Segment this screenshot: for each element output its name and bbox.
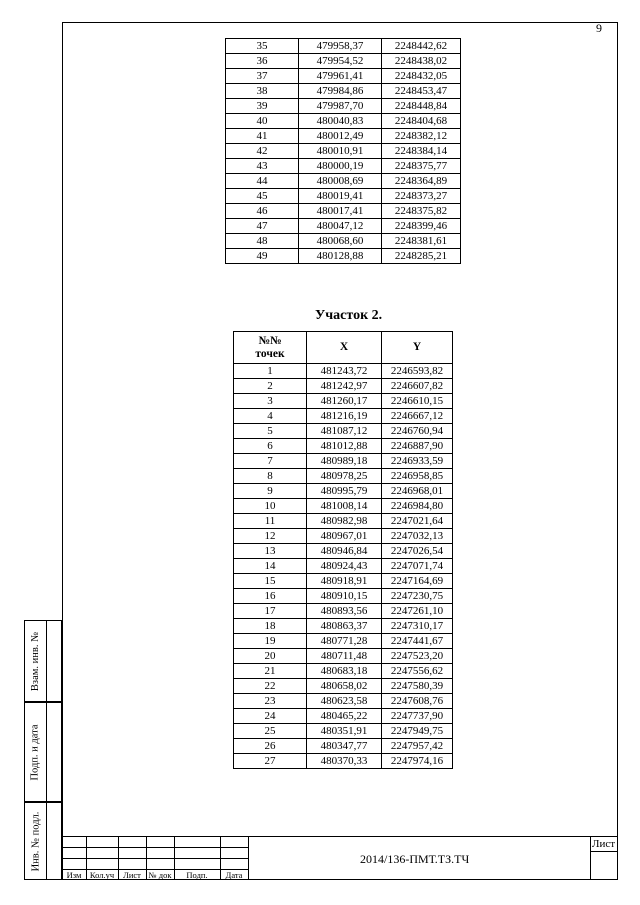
point-number-cell: 45 <box>226 189 299 204</box>
x-cell: 481087,12 <box>307 424 382 439</box>
point-number-cell: 12 <box>234 529 307 544</box>
x-cell: 480893,56 <box>307 604 382 619</box>
point-number-cell: 6 <box>234 439 307 454</box>
point-number-cell: 35 <box>226 39 299 54</box>
table2-row <box>234 694 453 709</box>
table2-row <box>234 499 453 514</box>
y-cell: 2247974,16 <box>382 754 453 769</box>
x-cell: 480017,41 <box>299 204 382 219</box>
side-stamp-sign-date <box>24 702 62 802</box>
table1-row <box>226 129 461 144</box>
x-cell: 480465,22 <box>307 709 382 724</box>
x-cell: 480771,28 <box>307 634 382 649</box>
point-number-cell: 27 <box>234 754 307 769</box>
x-cell: 480128,88 <box>299 249 382 264</box>
x-cell: 481216,19 <box>307 409 382 424</box>
coordinates-table-2 <box>233 331 453 769</box>
table2-row <box>234 469 453 484</box>
x-cell: 481260,17 <box>307 394 382 409</box>
point-number-cell: 25 <box>234 724 307 739</box>
section-title: Участок 2. <box>315 308 383 323</box>
table1-row <box>226 114 461 129</box>
col-izm: Изм <box>66 870 82 880</box>
point-number-cell: 3 <box>234 394 307 409</box>
point-number-cell: 41 <box>226 129 299 144</box>
table2-row <box>234 634 453 649</box>
y-cell: 2247310,17 <box>382 619 453 634</box>
side-stamp-inventory <box>24 802 62 880</box>
y-cell: 2247608,76 <box>382 694 453 709</box>
y-cell: 2246610,15 <box>382 394 453 409</box>
table2-row <box>234 514 453 529</box>
col-kol-uch: Кол.уч <box>89 870 115 880</box>
y-cell: 2247949,75 <box>382 724 453 739</box>
x-cell: 480347,77 <box>307 739 382 754</box>
y-cell: 2248399,46 <box>382 219 461 234</box>
table2-row <box>234 604 453 619</box>
title-block <box>62 836 618 880</box>
point-number-cell: 11 <box>234 514 307 529</box>
y-cell: 2246933,59 <box>382 454 453 469</box>
x-cell: 480008,69 <box>299 174 382 189</box>
x-cell: 480658,02 <box>307 679 382 694</box>
table1-row <box>226 189 461 204</box>
point-number-cell: 22 <box>234 679 307 694</box>
table2-row <box>234 379 453 394</box>
table2-row <box>234 709 453 724</box>
x-cell: 480967,01 <box>307 529 382 544</box>
table2-row <box>234 424 453 439</box>
point-number-cell: 14 <box>234 559 307 574</box>
col-list: Лист <box>123 870 141 880</box>
table1-row <box>226 69 461 84</box>
y-cell: 2247230,75 <box>382 589 453 604</box>
point-number-cell: 38 <box>226 84 299 99</box>
x-cell: 480019,41 <box>299 189 382 204</box>
table2-row <box>234 739 453 754</box>
point-number-cell: 8 <box>234 469 307 484</box>
table2-row <box>234 664 453 679</box>
y-cell: 2247071,74 <box>382 559 453 574</box>
point-number-cell: 23 <box>234 694 307 709</box>
y-cell: 2246968,01 <box>382 484 453 499</box>
point-number-cell: 13 <box>234 544 307 559</box>
x-cell: 481008,14 <box>307 499 382 514</box>
y-cell: 2247580,39 <box>382 679 453 694</box>
table2-row <box>234 529 453 544</box>
point-number-cell: 7 <box>234 454 307 469</box>
table2-row <box>234 754 453 769</box>
x-cell: 481012,88 <box>307 439 382 454</box>
point-number-cell: 15 <box>234 574 307 589</box>
document-number: 2014/136-ПМТ.ТЗ.ТЧ <box>360 852 470 866</box>
x-cell: 480711,48 <box>307 649 382 664</box>
x-cell: 480683,18 <box>307 664 382 679</box>
point-number-cell: 2 <box>234 379 307 394</box>
point-number-cell: 48 <box>226 234 299 249</box>
table1-row <box>226 249 461 264</box>
y-cell: 2248375,77 <box>382 159 461 174</box>
table2-row <box>234 679 453 694</box>
table2-row <box>234 619 453 634</box>
x-cell: 479984,86 <box>299 84 382 99</box>
table2-row <box>234 394 453 409</box>
side-label-inventory: Инв. № подл. <box>30 811 42 871</box>
y-cell: 2248381,61 <box>382 234 461 249</box>
table2-row <box>234 409 453 424</box>
x-cell: 480863,37 <box>307 619 382 634</box>
header-x: X <box>307 332 382 364</box>
point-number-cell: 40 <box>226 114 299 129</box>
y-cell: 2247523,20 <box>382 649 453 664</box>
y-cell: 2246984,80 <box>382 499 453 514</box>
x-cell: 480012,49 <box>299 129 382 144</box>
table1-row <box>226 234 461 249</box>
point-number-cell: 18 <box>234 619 307 634</box>
point-number-cell: 26 <box>234 739 307 754</box>
y-cell: 2247957,42 <box>382 739 453 754</box>
y-cell: 2247032,13 <box>382 529 453 544</box>
point-number-cell: 20 <box>234 649 307 664</box>
table2-row <box>234 544 453 559</box>
table2-row <box>234 724 453 739</box>
point-number-cell: 36 <box>226 54 299 69</box>
y-cell: 2248448,84 <box>382 99 461 114</box>
x-cell: 480370,33 <box>307 754 382 769</box>
point-number-cell: 39 <box>226 99 299 114</box>
y-cell: 2247021,64 <box>382 514 453 529</box>
y-cell: 2248373,27 <box>382 189 461 204</box>
point-number-cell: 5 <box>234 424 307 439</box>
side-label-replacement: Взам. инв. № <box>30 631 42 691</box>
table2-row <box>234 484 453 499</box>
point-number-cell: 9 <box>234 484 307 499</box>
table1-row <box>226 54 461 69</box>
y-cell: 2248384,14 <box>382 144 461 159</box>
y-cell: 2246958,85 <box>382 469 453 484</box>
point-number-cell: 43 <box>226 159 299 174</box>
table1-row <box>226 84 461 99</box>
coordinates-table-1 <box>225 38 461 264</box>
x-cell: 480978,25 <box>307 469 382 484</box>
x-cell: 481243,72 <box>307 364 382 379</box>
y-cell: 2248375,82 <box>382 204 461 219</box>
y-cell: 2248382,12 <box>382 129 461 144</box>
x-cell: 480010,91 <box>299 144 382 159</box>
y-cell: 2247026,54 <box>382 544 453 559</box>
y-cell: 2247441,67 <box>382 634 453 649</box>
point-number-cell: 1 <box>234 364 307 379</box>
y-cell: 2246760,94 <box>382 424 453 439</box>
y-cell: 2247737,90 <box>382 709 453 724</box>
y-cell: 2248285,21 <box>382 249 461 264</box>
point-number-cell: 19 <box>234 634 307 649</box>
x-cell: 480995,79 <box>307 484 382 499</box>
x-cell: 480068,60 <box>299 234 382 249</box>
y-cell: 2246887,90 <box>382 439 453 454</box>
table2-row <box>234 589 453 604</box>
col-doc-number: № док <box>148 870 172 880</box>
x-cell: 479987,70 <box>299 99 382 114</box>
side-label-sign-date: Подп. и дата <box>30 723 42 781</box>
y-cell: 2246607,82 <box>382 379 453 394</box>
x-cell: 480000,19 <box>299 159 382 174</box>
x-cell: 480982,98 <box>307 514 382 529</box>
table1-row <box>226 99 461 114</box>
x-cell: 481242,97 <box>307 379 382 394</box>
side-stamp-replacement <box>24 620 62 702</box>
point-number-cell: 42 <box>226 144 299 159</box>
y-cell: 2246593,82 <box>382 364 453 379</box>
header-point-number: №№ точек <box>234 332 307 364</box>
x-cell: 480989,18 <box>307 454 382 469</box>
table2-row <box>234 649 453 664</box>
point-number-cell: 10 <box>234 499 307 514</box>
point-number-cell: 4 <box>234 409 307 424</box>
y-cell: 2248404,68 <box>382 114 461 129</box>
x-cell: 479958,37 <box>299 39 382 54</box>
table2-row <box>234 439 453 454</box>
point-number-cell: 46 <box>226 204 299 219</box>
col-signature: Подп. <box>186 870 208 880</box>
point-number-cell: 49 <box>226 249 299 264</box>
page-number: 9 <box>596 21 602 35</box>
table1-row <box>226 159 461 174</box>
y-cell: 2248453,47 <box>382 84 461 99</box>
x-cell: 479954,52 <box>299 54 382 69</box>
point-number-cell: 37 <box>226 69 299 84</box>
table2-row <box>234 364 453 379</box>
x-cell: 480918,91 <box>307 574 382 589</box>
col-date: Дата <box>225 870 243 880</box>
point-number-cell: 44 <box>226 174 299 189</box>
x-cell: 480924,43 <box>307 559 382 574</box>
table2-row <box>234 559 453 574</box>
y-cell: 2248438,02 <box>382 54 461 69</box>
y-cell: 2247261,10 <box>382 604 453 619</box>
point-number-cell: 16 <box>234 589 307 604</box>
table1-row <box>226 144 461 159</box>
point-number-cell: 17 <box>234 604 307 619</box>
x-cell: 480040,83 <box>299 114 382 129</box>
table1-row <box>226 204 461 219</box>
y-cell: 2247164,69 <box>382 574 453 589</box>
x-cell: 480623,58 <box>307 694 382 709</box>
sheet-label: Лист <box>592 838 616 850</box>
x-cell: 479961,41 <box>299 69 382 84</box>
x-cell: 480351,91 <box>307 724 382 739</box>
y-cell: 2248364,89 <box>382 174 461 189</box>
y-cell: 2247556,62 <box>382 664 453 679</box>
y-cell: 2248442,62 <box>382 39 461 54</box>
x-cell: 480946,84 <box>307 544 382 559</box>
table1-row <box>226 39 461 54</box>
y-cell: 2248432,05 <box>382 69 461 84</box>
point-number-cell: 21 <box>234 664 307 679</box>
y-cell: 2246667,12 <box>382 409 453 424</box>
header-y: Y <box>382 332 453 364</box>
table2-row <box>234 574 453 589</box>
point-number-cell: 24 <box>234 709 307 724</box>
table2-row <box>234 454 453 469</box>
point-number-cell: 47 <box>226 219 299 234</box>
table1-row <box>226 174 461 189</box>
table1-row <box>226 219 461 234</box>
x-cell: 480047,12 <box>299 219 382 234</box>
x-cell: 480910,15 <box>307 589 382 604</box>
